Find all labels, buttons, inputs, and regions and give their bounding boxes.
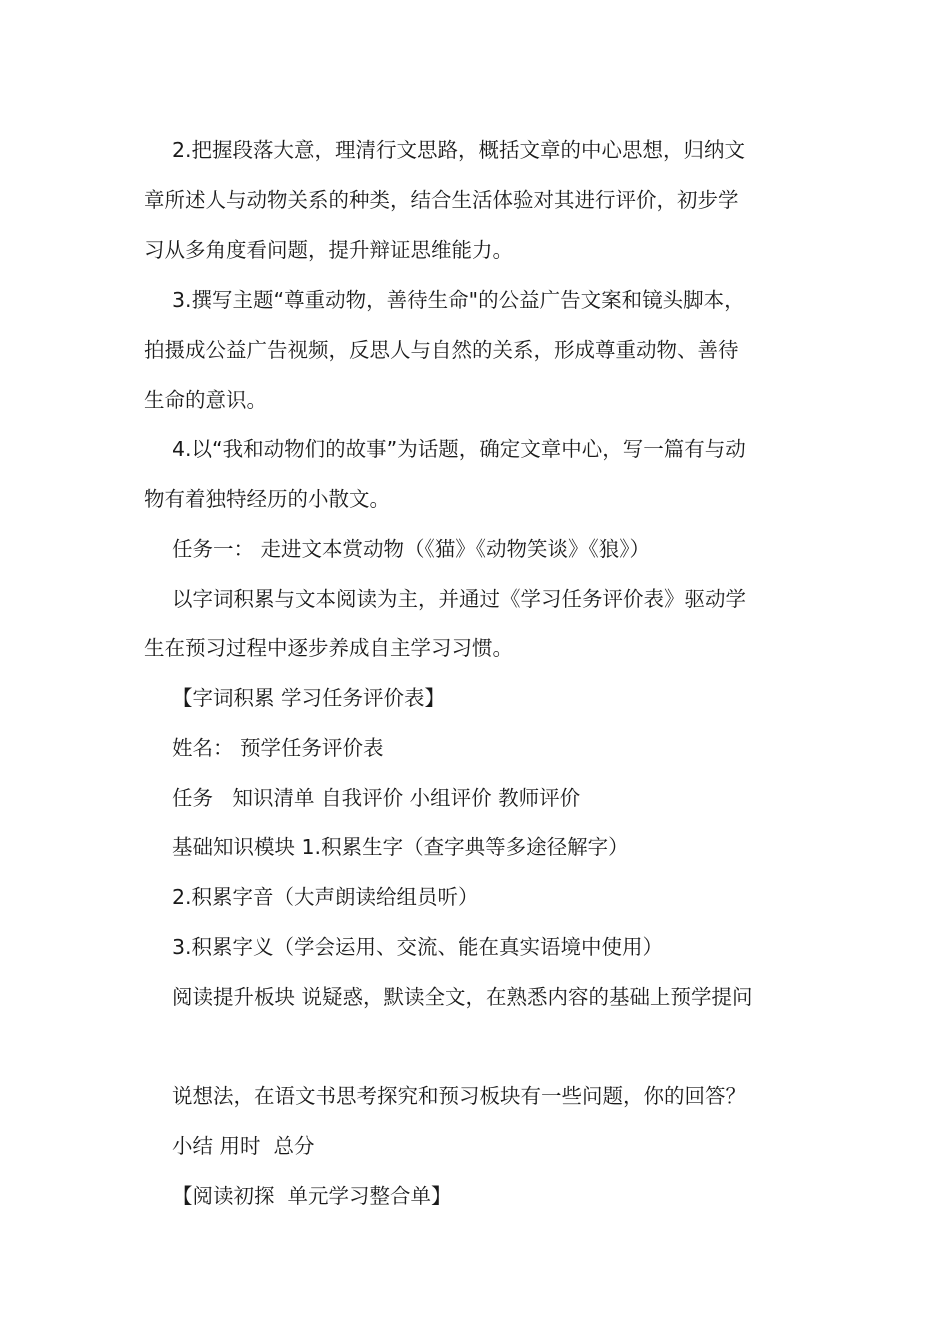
item-meaning: 3.积累字义（学会运用、交流、能在真实语境中使用） [172,935,664,959]
unit-integration-title: 【阅读初探 单元学习整合单】 [172,1184,452,1208]
paragraph-3-line-2: 拍摄成公益广告视频，反思人与自然的关系，形成尊重动物、善待 [144,338,739,362]
ideas-row: 说想法，在语文书思考探究和预习板块有一些问题，你的回答？ [172,1084,746,1108]
reading-improvement-row: 阅读提升板块 说疑惑，默读全文，在熟悉内容的基础上预学提问 [172,985,753,1009]
paragraph-3-line-1: 3.撰写主题“尊重动物，善待生命"的公益广告文案和镜头脚本， [172,288,745,312]
paragraph-2-line-2: 章所述人与动物关系的种类，结合生活体验对其进行评价，初步学 [144,188,739,212]
task-one-heading: 任务一： 走进文本赏动物（《猫》《动物笑谈》《狼》） [172,537,651,561]
summary-row: 小结 用时 总分 [172,1134,315,1158]
paragraph-3-line-3: 生命的意识。 [144,388,267,412]
basic-knowledge-row: 基础知识模块 1.积累生字（查字典等多途径解字） [172,835,629,859]
table-header-row: 任务 知识清单 自我评价 小组评价 教师评价 [172,786,581,810]
name-row: 姓名： 预学任务评价表 [172,736,384,760]
task-one-desc-line-1: 以字词积累与文本阅读为主，并通过《学习任务评价表》驱动学 [172,587,746,611]
paragraph-2-line-1: 2.把握段落大意，理清行文思路，概括文章的中心思想，归纳文 [172,138,746,162]
paragraph-4-line-2: 物有着独特经历的小散文。 [144,487,390,511]
evaluation-table-title: 【字词积累 学习任务评价表】 [172,686,446,710]
task-one-desc-line-2: 生在预习过程中逐步养成自主学习习惯。 [144,636,513,660]
paragraph-4-line-1: 4.以“我和动物们的故事”为话题，确定文章中心，写一篇有与动 [172,437,746,461]
paragraph-2-line-3: 习从多角度看问题，提升辩证思维能力。 [144,238,513,262]
item-pronunciation: 2.积累字音（大声朗读给组员听） [172,885,479,909]
